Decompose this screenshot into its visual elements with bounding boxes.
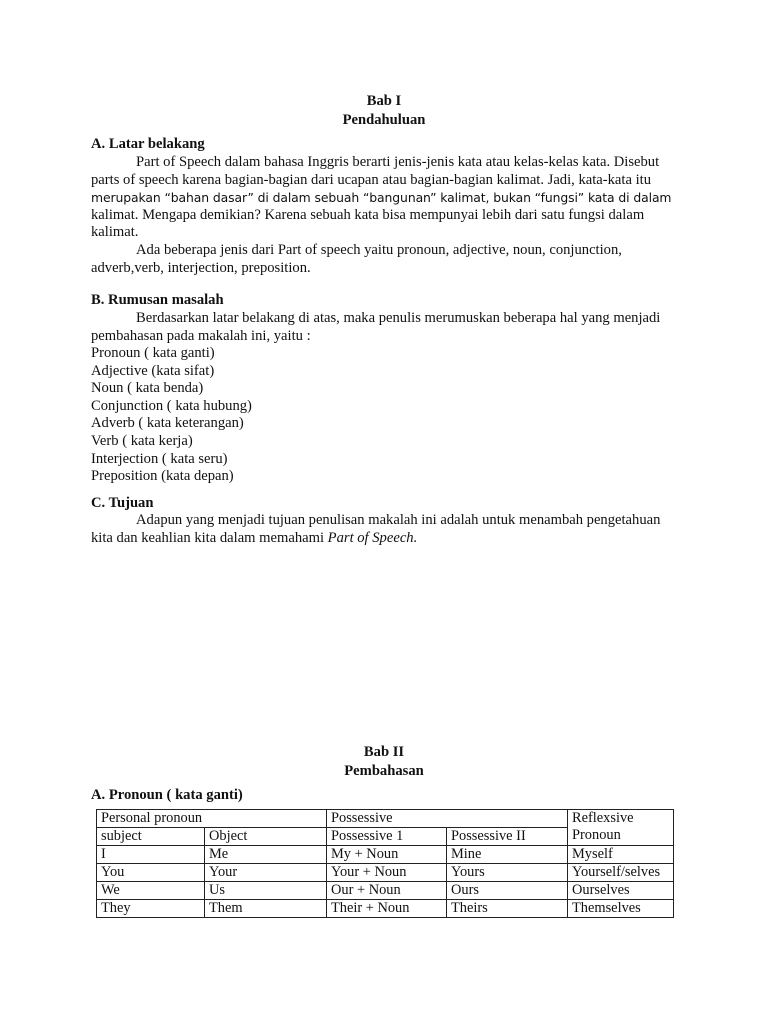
list-item: Interjection ( kata seru)	[91, 450, 228, 467]
table-cell: Ours	[447, 882, 568, 900]
chapter-title: Bab I	[366, 93, 402, 109]
table-cell: Them	[205, 900, 327, 918]
table-row	[97, 864, 674, 882]
table-cell: Us	[205, 882, 327, 900]
table-header-cell: Possessive	[327, 810, 568, 828]
table-cell: My + Noun	[327, 846, 447, 864]
paragraph-line: adverb,verb, interjection, preposition.	[91, 259, 311, 276]
list-item: Verb ( kata kerja)	[91, 432, 193, 449]
list-item: Noun ( kata benda)	[91, 380, 204, 397]
table-header-cell	[568, 810, 674, 846]
table-cell: I	[97, 846, 205, 864]
list-item: Pronoun ( kata ganti)	[91, 345, 215, 361]
section-c-paragraph	[91, 512, 681, 547]
table-cell: Ourselves	[568, 882, 674, 900]
paragraph-line: Part of Speech dalam bahasa Inggris berarti jenis-jenis kata atau kelas-kelas kata. Disebut	[136, 154, 660, 170]
table-cell: Your + Noun	[327, 864, 447, 882]
table-header-cell: Object	[205, 828, 327, 846]
chapter-subtitle: Pembahasan	[344, 763, 424, 779]
pronoun-table	[96, 809, 674, 918]
table-cell: We	[97, 882, 205, 900]
table-header-row	[97, 810, 674, 828]
paragraph-line: pembahasan pada makalah ini, yaitu :	[91, 327, 311, 344]
table-cell: Yourself/selves	[568, 864, 674, 882]
paragraph-line: Ada beberapa jenis dari Part of speech yaitu pronoun, adjective, noun, conjunction,	[136, 241, 622, 258]
section-c-heading: C. Tujuan	[91, 495, 154, 511]
table-header-cell: Possessive II	[447, 828, 568, 846]
table-header-cell: Possessive 1	[327, 828, 447, 846]
table-cell: Theirs	[447, 900, 568, 918]
table-cell: Myself	[568, 846, 674, 864]
section-a2-heading: A. Pronoun ( kata ganti)	[91, 787, 243, 803]
section-b-paragraph	[91, 310, 681, 345]
chapter-subtitle: Pendahuluan	[342, 112, 426, 128]
list-item: Conjunction ( kata hubung)	[91, 397, 252, 414]
table-row	[97, 846, 674, 864]
emphasis-text: Part of Speech.	[327, 529, 418, 546]
table-cell: Your	[205, 864, 327, 882]
paragraph-line: kalimat. Mengapa demikian? Karena sebuah kata bisa mempunyai lebih dari satu fungsi dalam	[91, 206, 645, 223]
table-cell: They	[97, 900, 205, 918]
chapter-title: Bab II	[363, 744, 405, 760]
table-row	[97, 882, 674, 900]
table-header-cell: subject	[97, 828, 205, 846]
table-cell: Mine	[447, 846, 568, 864]
paragraph-text: kita dan keahlian kita dalam memahami	[91, 529, 328, 546]
paragraph-line	[91, 530, 681, 548]
list-item: Adjective (kata sifat)	[91, 362, 215, 379]
paragraph-line: kalimat.	[91, 224, 139, 241]
paragraph-line: merupakan “bahan dasar” di dalam sebuah “bangunan” kalimat, bukan “fungsi” kata di dalam	[91, 190, 672, 206]
table-cell: Their + Noun	[327, 900, 447, 918]
section-b-heading: B. Rumusan masalah	[91, 292, 224, 308]
part-of-speech-list	[91, 345, 252, 486]
table-cell: Yours	[447, 864, 568, 882]
paragraph-line: Berdasarkan latar belakang di atas, maka penulis merumuskan beberapa hal yang menjadi	[136, 310, 661, 326]
list-item: Adverb ( kata keterangan)	[91, 415, 244, 432]
table-cell: You	[97, 864, 205, 882]
list-item: Preposition (kata depan)	[91, 468, 234, 485]
header-line: Pronoun	[572, 827, 621, 843]
section-a-heading: A. Latar belakang	[91, 136, 205, 152]
table-cell: Themselves	[568, 900, 674, 918]
section-a-paragraph	[91, 154, 681, 277]
paragraph-line: Adapun yang menjadi tujuan penulisan makalah ini adalah untuk menambah pengetahuan	[136, 512, 661, 528]
table-row	[97, 900, 674, 918]
header-line: Reflexsive	[572, 810, 634, 826]
table-header-cell: Personal pronoun	[97, 810, 327, 828]
paragraph-line: parts of speech karena bagian-bagian dari ucapan atau bagian-bagian kalimat. Jadi, kata-kata itu	[91, 171, 651, 188]
table-cell: Our + Noun	[327, 882, 447, 900]
table-cell: Me	[205, 846, 327, 864]
